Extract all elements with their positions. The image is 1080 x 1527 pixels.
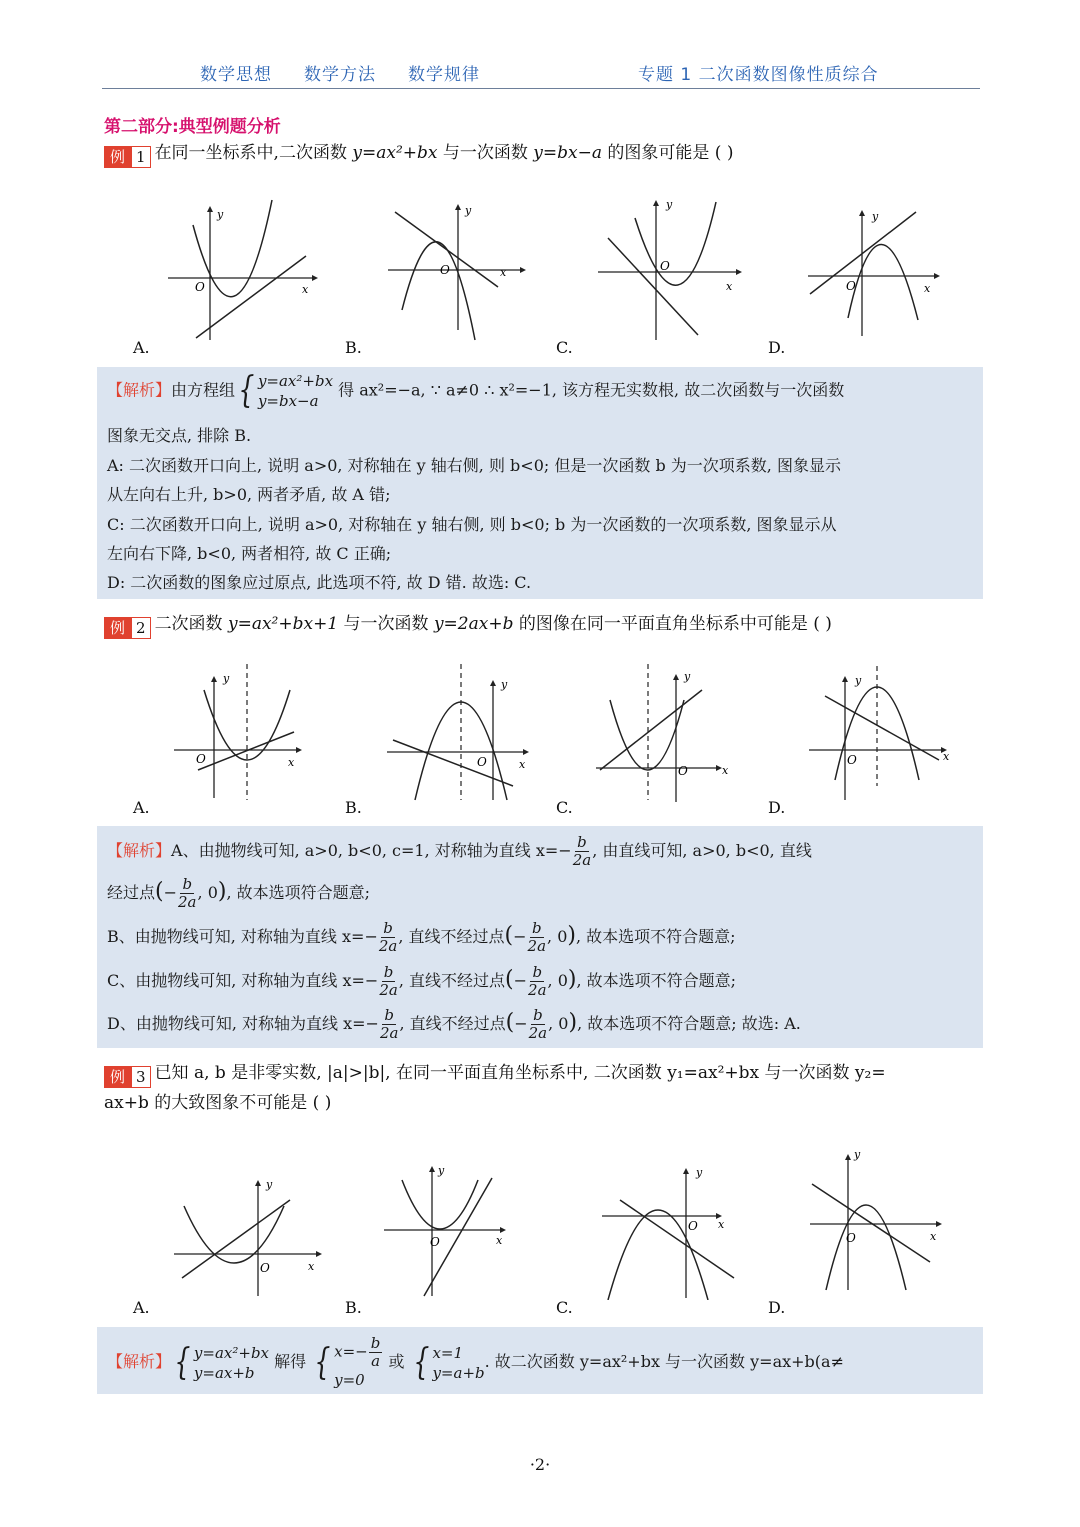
page-number: ·2· (529, 1455, 551, 1474)
solution-line: C、由抛物线可知, 对称轴为直线 x=− $\frac{b}{2a}$ , 直线不经过点(− $\frac{b}{2a}$ , 0), 故本选项不符合题意; (107, 963, 737, 999)
option-label: D. (768, 798, 786, 817)
svg-text:x: x (718, 1218, 725, 1231)
header-topic: 专题 1 二次函数图像性质综合 (638, 65, 879, 85)
graph-option-c (598, 1160, 748, 1300)
graph-option-c (590, 190, 750, 350)
svg-text:y: y (266, 1178, 273, 1191)
section-title: 第二部分:典型例题分析 (104, 117, 281, 137)
svg-text:y: y (855, 674, 862, 687)
solution-line: 【解析】A、由抛物线可知, a>0, b<0, c=1, 对称轴为直线 x=− $\frac{b}{2a}$ , 由直线可知, a>0, b<0, 直线 (107, 833, 812, 869)
solution-box-3 (97, 1327, 983, 1394)
solution-line: 经过点(− $\frac{b}{2a}$ , 0), 故本选项符合题意; (107, 875, 371, 911)
option-label: D. (768, 338, 786, 357)
solution-line: B、由抛物线可知, 对称轴为直线 x=− $\frac{b}{2a}$ , 直线不经过点(− $\frac{b}{2a}$ , 0), 故本选项不符合题意; (107, 919, 736, 955)
option-label: B. (345, 798, 362, 817)
option-label: D. (768, 1298, 786, 1317)
svg-text:O: O (196, 752, 206, 766)
example-tag: 例 1 (104, 146, 151, 168)
svg-text:O: O (440, 263, 450, 277)
svg-text:x: x (496, 1234, 503, 1247)
option-label: A. (133, 1298, 150, 1317)
svg-text:x: x (930, 1230, 937, 1243)
graph-option-d (806, 1150, 956, 1300)
svg-text:y: y (854, 1150, 861, 1161)
graph-option-b (383, 660, 543, 805)
svg-text:O: O (477, 755, 487, 769)
option-label: C. (556, 338, 573, 357)
svg-text:O: O (195, 280, 205, 294)
svg-text:O: O (660, 259, 670, 273)
svg-text:x: x (288, 756, 295, 769)
svg-text:y: y (438, 1164, 445, 1177)
example-1-question: 例 1 在同一坐标系中,二次函数 y=ax²+bx 与一次函数 y=bx−a 的图象可能是 ( ) (104, 138, 980, 168)
graph-option-d (800, 190, 960, 350)
example-tag: 例 3 (104, 1066, 151, 1088)
solution-line: D: 二次函数的图象应过原点, 此选项不符, 故 D 错. 故选: C. (107, 573, 532, 592)
solution-line: 从左向右上升, b>0, 两者矛盾, 故 A 错; (107, 485, 391, 504)
option-label: A. (133, 798, 150, 817)
svg-text:y: y (465, 204, 472, 217)
solution-line: A: 二次函数开口向上, 说明 a>0, 对称轴在 y 轴右侧, 则 b<0; 但是一次函数 b 为一次项系数, 图象显示 (107, 456, 841, 475)
option-label: B. (345, 338, 362, 357)
svg-text:x: x (722, 764, 729, 777)
svg-text:x: x (308, 1260, 315, 1273)
option-label: B. (345, 1298, 362, 1317)
example-2-question: 例 2 二次函数 y=ax²+bx+1 与一次函数 y=2ax+b 的图像在同一平面直角坐标系中可能是 ( ) (104, 609, 980, 639)
graph-option-d (805, 660, 955, 805)
svg-text:y: y (501, 678, 508, 691)
svg-text:y: y (223, 672, 230, 685)
svg-text:y: y (696, 1166, 703, 1179)
svg-text:x: x (924, 282, 931, 295)
svg-text:x: x (302, 283, 309, 296)
graph-option-b (380, 1160, 520, 1300)
svg-text:O: O (846, 1231, 856, 1245)
header-item: 数学思想 (200, 65, 272, 85)
graph-option-a (160, 190, 320, 350)
svg-text:O: O (678, 764, 688, 778)
graph-option-b (380, 190, 540, 350)
graph-option-a (170, 1170, 330, 1300)
svg-text:y: y (684, 670, 691, 683)
svg-text:y: y (872, 210, 879, 223)
svg-text:O: O (847, 753, 857, 767)
solution-line: D、由抛物线可知, 对称轴为直线 x=− $\frac{b}{2a}$ , 直线不经过点(− $\frac{b}{2a}$ , 0), 故本选项不符合题意; 故选: A. (107, 1006, 801, 1042)
example-3-question: 例 3 已知 a, b 是非零实数, |a|>|b|, 在同一平面直角坐标系中, 二次函数 y₁=ax²+bx 与一次函数 y₂= ax+b 的大致图象不可能是 ( ) (104, 1063, 886, 1113)
svg-text:O: O (846, 279, 856, 293)
solution-box-2 (97, 826, 983, 1048)
graph-option-a (170, 660, 310, 805)
solution-line: 【解析】由方程组 { y=ax²+bx y=bx−a 得 ax²=−a, ∵ a≠0 ∴ x²=−1, 该方程无实数根, 故二次函数与一次函数 (107, 370, 845, 411)
solution-box-1 (97, 367, 983, 599)
page-header (102, 56, 980, 89)
graph-option-c (592, 660, 752, 805)
svg-text:O: O (430, 1235, 440, 1249)
solution-line: 【解析】 { y=ax²+bx y=ax+b 解得 { x=− $\frac{b}{a}$ y=0 或 { x=1 y=a+b . 故二次函数 y=ax²+bx 与一次函数 y=ax+b(a≠ (107, 1334, 844, 1389)
svg-text:x: x (726, 280, 733, 293)
svg-text:O: O (260, 1261, 270, 1275)
option-label: C. (556, 1298, 573, 1317)
svg-text:x: x (943, 750, 950, 763)
svg-text:y: y (217, 208, 224, 221)
header-item: 数学方法 (304, 65, 376, 85)
option-label: C. (556, 798, 573, 817)
solution-line: 左向右下降, b<0, 两者相符, 故 C 正确; (107, 544, 392, 563)
svg-text:y: y (666, 198, 673, 211)
header-item: 数学规律 (408, 65, 480, 85)
svg-text:x: x (519, 758, 526, 771)
svg-text:x: x (500, 266, 507, 279)
solution-line: C: 二次函数开口向上, 说明 a>0, 对称轴在 y 轴右侧, 则 b<0; b 为一次函数的一次项系数, 图象显示从 (107, 515, 837, 534)
svg-text:O: O (688, 1219, 698, 1233)
solution-line: 图象无交点, 排除 B. (107, 426, 252, 445)
example-tag: 例 2 (104, 617, 151, 639)
option-label: A. (133, 338, 150, 357)
